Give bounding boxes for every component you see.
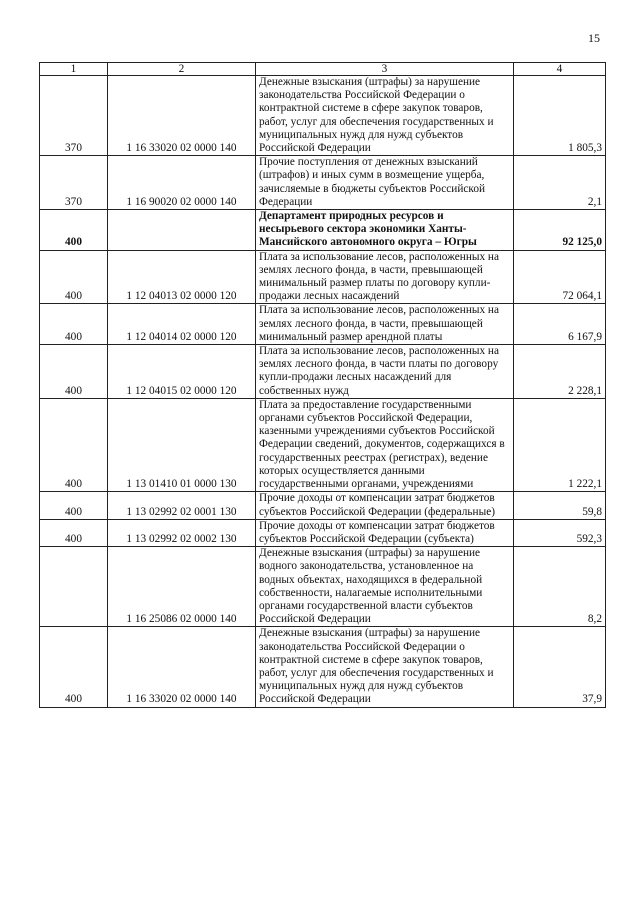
- revenue-name-cell: Плата за предоставление государственными органами субъектов Российской Федерации, казенными учреждениями субъектов Российской Федерации сведений, документов, содержащихся в государственных реестрах (регистрах), ведение которых осуществляется данными государственными органами, учреждениями: [256, 398, 514, 491]
- table-row: [40, 156, 606, 210]
- revenue-name-cell: Плата за использование лесов, расположенных на землях лесного фонда, в части платы по договору купли-продажи лесных насаждений для собственных нужд: [256, 345, 514, 399]
- revenue-name-cell: Денежные взыскания (штрафы) за нарушение законодательства Российской Федерации о контрактной системе в сфере закупок товаров, работ, услуг для обеспечения государственных и муниципальных нужд для нужд субъектов Российской Федерации: [256, 627, 514, 707]
- amount-cell: 2 228,1: [514, 345, 606, 399]
- budget-code-cell: 1 12 04014 02 0000 120: [108, 304, 256, 345]
- revenue-name-cell: Денежные взыскания (штрафы) за нарушение водного законодательства, установленное на водных объектах, находящихся в федеральной собственности, налагаемые исполнительными органами государственной власти субъектов Российской Федерации: [256, 547, 514, 627]
- amount-cell: 59,8: [514, 492, 606, 519]
- admin-code-cell: 400: [40, 250, 108, 304]
- revenue-name-cell: Плата за использование лесов, расположенных на землях лесного фонда, в части, превышающей минимальный размер арендной платы: [256, 304, 514, 345]
- revenue-name-cell: Прочие доходы от компенсации затрат бюджетов субъектов Российской Федерации (субъекта): [256, 519, 514, 546]
- admin-code-cell: 400: [40, 304, 108, 345]
- budget-code-cell: 1 16 33020 02 0000 140: [108, 627, 256, 707]
- budget-code-cell: 1 16 90020 02 0000 140: [108, 156, 256, 210]
- budget-code-cell: 1 13 02992 02 0002 130: [108, 519, 256, 546]
- page-number: 15: [588, 31, 600, 45]
- column-header: 1: [40, 63, 108, 76]
- admin-code-cell: 400: [40, 627, 108, 707]
- budget-code-cell: 1 16 33020 02 0000 140: [108, 76, 256, 156]
- amount-cell: 92 125,0: [514, 210, 606, 251]
- revenue-name-cell: Прочие поступления от денежных взысканий (штрафов) и иных сумм в возмещение ущерба, зачисляемые в бюджеты субъектов Российской Федерации: [256, 156, 514, 210]
- amount-cell: 8,2: [514, 547, 606, 627]
- column-header: 3: [256, 63, 514, 76]
- revenue-name-cell: Департамент природных ресурсов и несырьевого сектора экономики Ханты-Мансийского автономного округа – Югры: [256, 210, 514, 251]
- table-row: [40, 304, 606, 345]
- amount-cell: 72 064,1: [514, 250, 606, 304]
- budget-code-cell: 1 13 01410 01 0000 130: [108, 398, 256, 491]
- budget-code-cell: 1 12 04015 02 0000 120: [108, 345, 256, 399]
- budget-code-cell: [108, 210, 256, 251]
- table-header-row: [40, 63, 606, 76]
- amount-cell: 592,3: [514, 519, 606, 546]
- revenue-name-cell: Плата за использование лесов, расположенных на землях лесного фонда, в части, превышающей минимальный размер платы по договору купли-продажи лесных насаждений: [256, 250, 514, 304]
- revenue-name-cell: Прочие доходы от компенсации затрат бюджетов субъектов Российской Федерации (федеральные): [256, 492, 514, 519]
- admin-code-cell: 370: [40, 156, 108, 210]
- column-header: 2: [108, 63, 256, 76]
- amount-cell: 1 222,1: [514, 398, 606, 491]
- admin-code-cell: 400: [40, 398, 108, 491]
- table-row: [40, 76, 606, 156]
- amount-cell: 37,9: [514, 627, 606, 707]
- amount-cell: 2,1: [514, 156, 606, 210]
- admin-code-cell: 400: [40, 345, 108, 399]
- table-row: [40, 547, 606, 627]
- table-row: [40, 210, 606, 251]
- admin-code-cell: 400: [40, 210, 108, 251]
- admin-code-cell: [40, 547, 108, 627]
- admin-code-cell: 400: [40, 519, 108, 546]
- admin-code-cell: 370: [40, 76, 108, 156]
- budget-code-cell: 1 13 02992 02 0001 130: [108, 492, 256, 519]
- table-row: [40, 250, 606, 304]
- amount-cell: 6 167,9: [514, 304, 606, 345]
- amount-cell: 1 805,3: [514, 76, 606, 156]
- table-row: [40, 627, 606, 707]
- revenue-name-cell: Денежные взыскания (штрафы) за нарушение законодательства Российской Федерации о контрактной системе в сфере закупок товаров, работ, услуг для обеспечения государственных и муниципальных нужд для нужд субъектов Российской Федерации: [256, 76, 514, 156]
- revenue-table: [39, 62, 606, 708]
- column-header: 4: [514, 63, 606, 76]
- table-row: [40, 345, 606, 399]
- table-row: [40, 492, 606, 519]
- table-row: [40, 398, 606, 491]
- table-row: [40, 519, 606, 546]
- admin-code-cell: 400: [40, 492, 108, 519]
- budget-code-cell: 1 12 04013 02 0000 120: [108, 250, 256, 304]
- budget-code-cell: 1 16 25086 02 0000 140: [108, 547, 256, 627]
